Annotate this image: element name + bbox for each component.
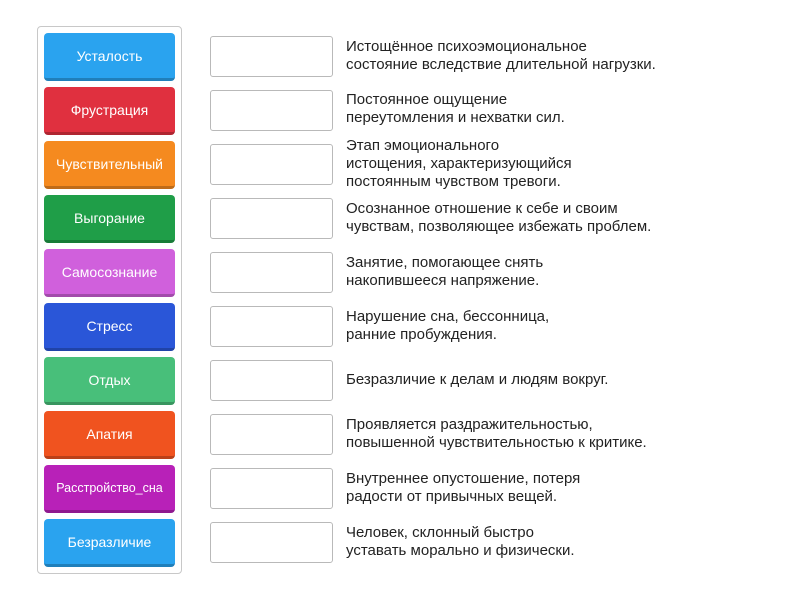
- answer-tiles-panel: [37, 26, 182, 574]
- description-8: Проявляется раздражительностью, повышенной чувствительностью к критике.: [346, 416, 647, 451]
- drop-slot-3[interactable]: [210, 144, 333, 185]
- tile-bezrazlichie[interactable]: Безразличие: [44, 519, 175, 567]
- drop-slot-2[interactable]: [210, 90, 333, 131]
- description-3: Этап эмоционального истощения, характеризующийся постоянным чувством тревоги.: [346, 137, 572, 190]
- tile-stress[interactable]: Стресс: [44, 303, 175, 351]
- drop-slot-5[interactable]: [210, 252, 333, 293]
- drop-slot-9[interactable]: [210, 468, 333, 509]
- tile-frustratsiya[interactable]: Фрустрация: [44, 87, 175, 135]
- tile-samosoznanie[interactable]: Самосознание: [44, 249, 175, 297]
- description-4: Осознанное отношение к себе и своим чувствам, позволяющее избежать проблем.: [346, 200, 652, 235]
- drop-slot-4[interactable]: [210, 198, 333, 239]
- description-9: Внутреннее опустошение, потеря радости от привычных вещей.: [346, 470, 581, 505]
- drop-slot-7[interactable]: [210, 360, 333, 401]
- tile-vygoranie[interactable]: Выгорание: [44, 195, 175, 243]
- description-10: Человек, склонный быстро уставать морально и физически.: [346, 524, 575, 559]
- drop-slot-8[interactable]: [210, 414, 333, 455]
- description-2: Постоянное ощущение переутомления и нехватки сил.: [346, 91, 565, 126]
- description-7: Безразличие к делам и людям вокруг.: [346, 371, 609, 388]
- description-6: Нарушение сна, бессонница, ранние пробуждения.: [346, 308, 550, 343]
- description-1: Истощённое психоэмоциональное состояние вследствие длительной нагрузки.: [346, 38, 656, 73]
- description-5: Занятие, помогающее снять накопившееся напряжение.: [346, 254, 544, 289]
- tile-rasstroistvo-sna[interactable]: Расстройство_сна: [44, 465, 175, 513]
- drop-slot-1[interactable]: [210, 36, 333, 77]
- tile-otdykh[interactable]: Отдых: [44, 357, 175, 405]
- drop-slot-10[interactable]: [210, 522, 333, 563]
- drop-slot-6[interactable]: [210, 306, 333, 347]
- tile-ustalost[interactable]: Усталость: [44, 33, 175, 81]
- tile-chuvstvitelnyi[interactable]: Чувствительный: [44, 141, 175, 189]
- tile-apatiya[interactable]: Апатия: [44, 411, 175, 459]
